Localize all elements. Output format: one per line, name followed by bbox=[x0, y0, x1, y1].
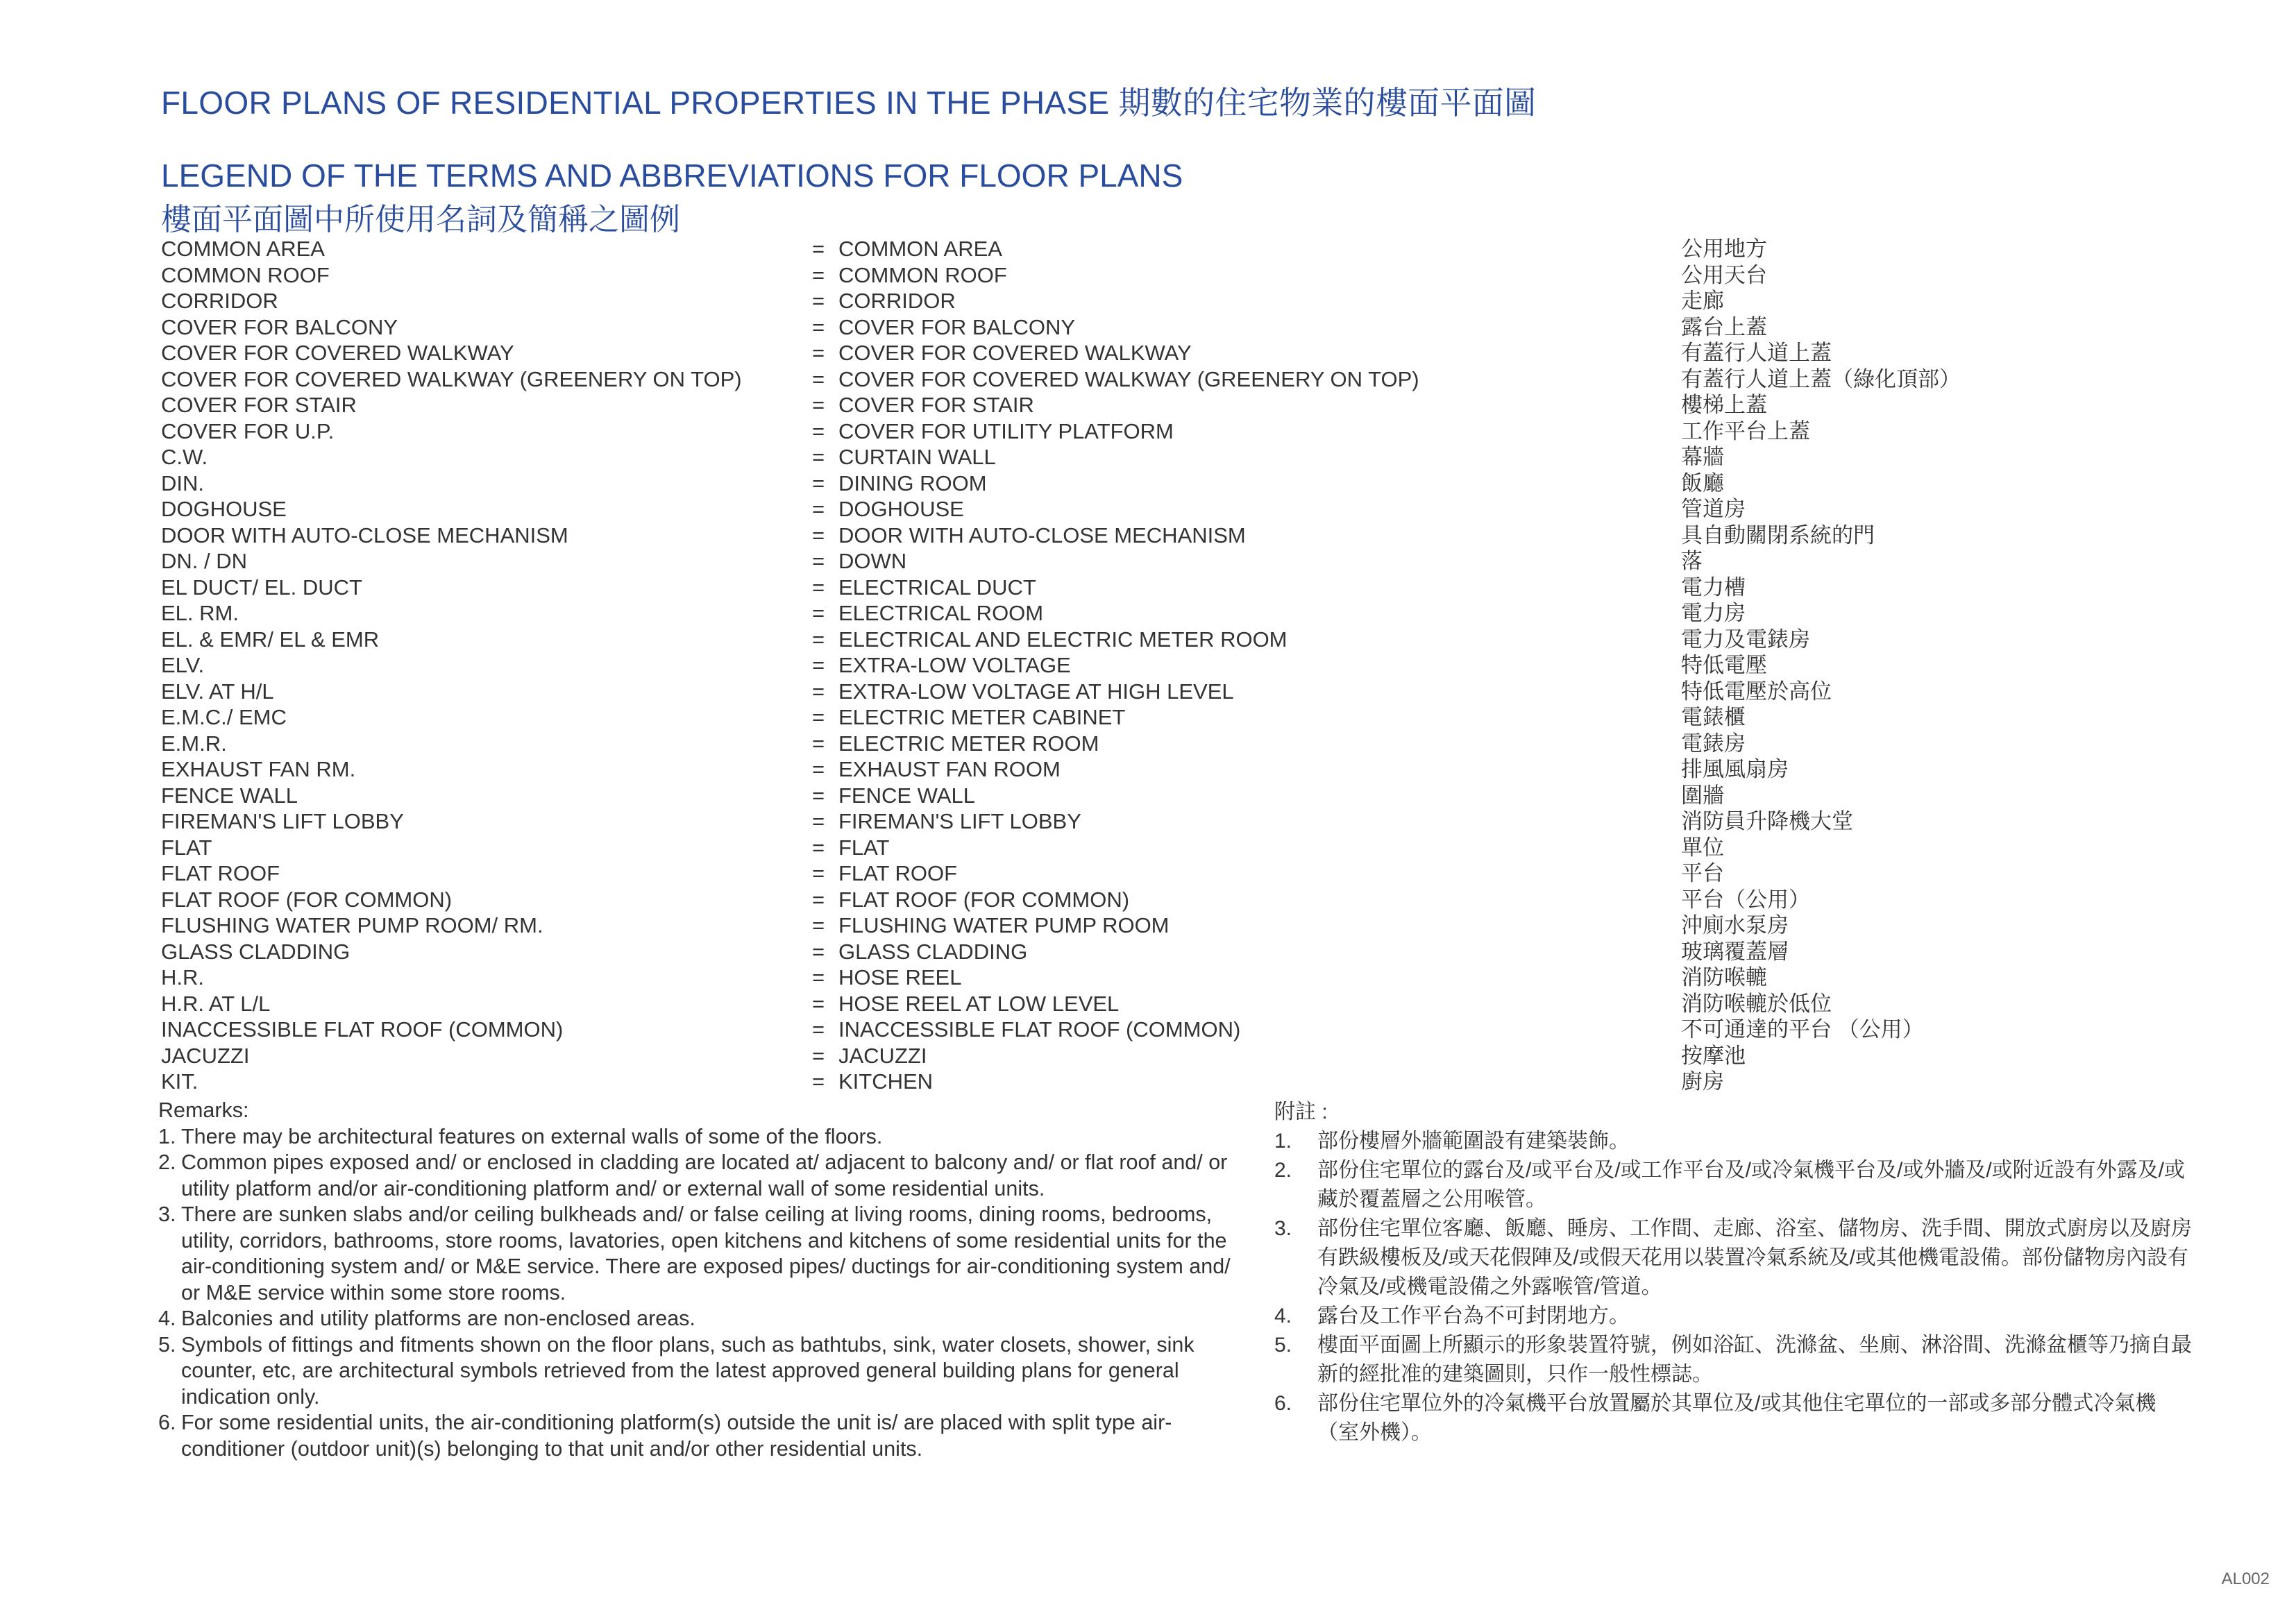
remark-zh-item-text: 露台及工作平台為不可封閉地方。 bbox=[1317, 1305, 1630, 1327]
legend-abbr: DN. / DN bbox=[161, 549, 247, 573]
legend-chinese-term: 電力槽 bbox=[1681, 575, 1746, 600]
legend-full-term: HOSE REEL bbox=[838, 965, 962, 989]
legend-chinese-term: 走廊 bbox=[1681, 289, 1724, 313]
legend-row bbox=[0, 965, 2296, 991]
legend-row bbox=[0, 548, 2296, 575]
legend-equals: = bbox=[812, 522, 825, 547]
remark-en-item bbox=[158, 1202, 1255, 1306]
legend-abbr: FLAT bbox=[161, 835, 212, 860]
legend-full-term: ELECTRICAL AND ELECTRIC METER ROOM bbox=[838, 627, 1288, 652]
legend-full-term: COVER FOR STAIR bbox=[838, 393, 1034, 417]
legend-abbr: FLUSHING WATER PUMP ROOM/ RM. bbox=[161, 913, 543, 937]
legend-abbr: EL. RM. bbox=[161, 601, 239, 625]
page-code: AL002 bbox=[2221, 1570, 2270, 1588]
legend-full-term: EXTRA-LOW VOLTAGE bbox=[838, 653, 1071, 677]
legend-full-term: COVER FOR UTILITY PLATFORM bbox=[838, 418, 1174, 443]
legend-equals: = bbox=[812, 262, 825, 287]
remarks-zh bbox=[1274, 1098, 2197, 1447]
legend-abbr: COMMON AREA bbox=[161, 237, 325, 261]
legend-equals: = bbox=[812, 809, 825, 833]
legend-row bbox=[0, 1043, 2296, 1069]
legend-chinese-term: 按摩池 bbox=[1681, 1043, 1746, 1068]
remark-en-item-text: There are sunken slabs and/or ceiling bulkheads and/ or false ceiling at living rooms, dining rooms, bedrooms, utility, corridors, bathrooms, store rooms, lavatories, open kitchens and kitchens of some residential units for the air-conditioning system and/ or M&E service. There are exposed pipes/ ductings for air-conditioning system and/ or M&E service within some store rooms. bbox=[181, 1203, 1231, 1305]
legend-abbr: ELV. bbox=[161, 653, 205, 677]
legend-row bbox=[0, 522, 2296, 549]
legend-row bbox=[0, 652, 2296, 679]
legend-equals: = bbox=[812, 470, 825, 495]
legend-full-term: ELECTRICAL ROOM bbox=[838, 601, 1044, 625]
legend-abbr: H.R. bbox=[161, 965, 204, 989]
legend-chinese-term: 圍牆 bbox=[1681, 783, 1724, 808]
legend-full-term: COVER FOR BALCONY bbox=[838, 314, 1076, 339]
legend-chinese-term: 幕牆 bbox=[1681, 445, 1724, 469]
legend-full-term: FIREMAN'S LIFT LOBBY bbox=[838, 809, 1081, 833]
legend-equals: = bbox=[812, 366, 825, 391]
legend-equals: = bbox=[812, 237, 825, 261]
legend-full-term: CURTAIN WALL bbox=[838, 445, 996, 469]
legend-abbr: KIT. bbox=[161, 1069, 199, 1094]
legend-full-term: FLAT ROOF bbox=[838, 861, 958, 885]
legend-row bbox=[0, 496, 2296, 522]
legend-row bbox=[0, 704, 2296, 731]
legend-row bbox=[0, 808, 2296, 835]
legend-row bbox=[0, 340, 2296, 366]
legend-abbr: EL. & EMR/ EL & EMR bbox=[161, 627, 380, 652]
legend-abbr: GLASS CLADDING bbox=[161, 939, 351, 964]
remark-zh-item-number: 4. bbox=[1274, 1305, 1292, 1327]
remark-zh-item-text: 部份住宅單位客廳、飯廳、睡房、工作間、走廊、浴室、儲物房、洗手間、開放式廚房以及廚房有跌級樓板及/或天花假陣及/或假天花用以裝置冷氣系統及/或其他機電設備。部份儲物房內設有冷氣及/或機電設備之外露喉管/管道。 bbox=[1317, 1217, 2192, 1298]
legend-abbr: EL DUCT/ EL. DUCT bbox=[161, 575, 362, 600]
legend-chinese-term: 有蓋行人道上蓋 bbox=[1681, 341, 1832, 365]
legend-equals: = bbox=[812, 627, 825, 652]
legend-abbr: COVER FOR COVERED WALKWAY bbox=[161, 341, 514, 365]
legend-abbr: COVER FOR COVERED WALKWAY (GREENERY ON TOP) bbox=[161, 366, 742, 391]
legend-row bbox=[0, 783, 2296, 809]
legend-full-term: ELECTRIC METER CABINET bbox=[838, 705, 1126, 729]
legend-equals: = bbox=[812, 861, 825, 885]
legend-equals: = bbox=[812, 965, 825, 989]
remark-zh-item bbox=[1274, 1302, 2197, 1331]
legend-abbr: INACCESSIBLE FLAT ROOF (COMMON) bbox=[161, 1017, 564, 1042]
remark-en-item-text: For some residential units, the air-conditioning platform(s) outside the unit is/ are placed with split type air-conditioner (outdoor unit)(s) belonging to that unit and/or other residential units. bbox=[181, 1411, 1172, 1461]
legend-abbr: COVER FOR U.P. bbox=[161, 418, 335, 443]
remark-zh-item-number: 3. bbox=[1274, 1217, 1292, 1240]
legend-equals: = bbox=[812, 1017, 825, 1042]
legend-row bbox=[0, 991, 2296, 1017]
remark-zh-item-number: 5. bbox=[1274, 1334, 1292, 1357]
remark-en-item-number: 6. bbox=[158, 1411, 176, 1434]
legend-chinese-term: 電錶櫃 bbox=[1681, 705, 1746, 729]
legend-row bbox=[0, 756, 2296, 783]
remark-en-item-text: Balconies and utility platforms are non-enclosed areas. bbox=[181, 1307, 695, 1330]
legend-full-term: DOWN bbox=[838, 549, 907, 573]
legend-equals: = bbox=[812, 913, 825, 937]
remark-en-item bbox=[158, 1306, 1255, 1332]
legend-equals: = bbox=[812, 783, 825, 808]
legend-equals: = bbox=[812, 679, 825, 704]
legend-title-zh: 樓面平面圖中所使用名詞及簡稱之圖例 bbox=[161, 203, 680, 237]
legend-full-term: FLAT ROOF (FOR COMMON) bbox=[838, 887, 1130, 912]
legend-full-term: INACCESSIBLE FLAT ROOF (COMMON) bbox=[838, 1017, 1241, 1042]
legend-abbr: DOGHOUSE bbox=[161, 497, 287, 521]
legend-full-term: DOOR WITH AUTO-CLOSE MECHANISM bbox=[838, 522, 1246, 547]
remark-en-item-number: 3. bbox=[158, 1203, 176, 1226]
legend-equals: = bbox=[812, 601, 825, 625]
remark-en-item bbox=[158, 1124, 1255, 1150]
legend-equals: = bbox=[812, 314, 825, 339]
legend-chinese-term: 平台（公用） bbox=[1681, 887, 1810, 912]
remark-zh-item-text: 部份住宅單位的露台及/或平台及/或工作平台及/或冷氣機平台及/或外牆及/或附近設有外露及/或藏於覆蓋層之公用喉管。 bbox=[1317, 1159, 2186, 1211]
remark-en-item-text: Symbols of fittings and fitments shown on the floor plans, such as bathtubs, sink, water closets, shower, sink counter, etc, are architectural symbols retrieved from the latest approved general building plans for general indication only. bbox=[181, 1332, 1195, 1409]
legend-full-term: HOSE REEL AT LOW LEVEL bbox=[838, 991, 1120, 1016]
remark-zh-item-number: 1. bbox=[1274, 1130, 1292, 1153]
legend-full-term: COMMON ROOF bbox=[838, 262, 1007, 287]
legend-row bbox=[0, 627, 2296, 653]
remark-en-item-number: 2. bbox=[158, 1150, 176, 1174]
legend-equals: = bbox=[812, 887, 825, 912]
legend-chinese-term: 落 bbox=[1681, 549, 1703, 573]
legend-row bbox=[0, 939, 2296, 965]
legend-row bbox=[0, 887, 2296, 913]
legend-equals: = bbox=[812, 991, 825, 1016]
legend-row bbox=[0, 366, 2296, 393]
legend-chinese-term: 飯廳 bbox=[1681, 470, 1724, 495]
legend-abbr: COVER FOR BALCONY bbox=[161, 314, 398, 339]
remark-zh-item-text: 部份住宅單位外的冷氣機平台放置屬於其單位及/或其他住宅單位的一部或多部分體式冷氣機（室外機）。 bbox=[1317, 1392, 2156, 1444]
legend-equals: = bbox=[812, 497, 825, 521]
legend-equals: = bbox=[812, 445, 825, 469]
remark-zh-item bbox=[1274, 1331, 2197, 1389]
legend-equals: = bbox=[812, 393, 825, 417]
legend-abbr: CORRIDOR bbox=[161, 289, 278, 313]
legend-abbr: DOOR WITH AUTO-CLOSE MECHANISM bbox=[161, 522, 568, 547]
legend-equals: = bbox=[812, 757, 825, 781]
legend-title-en: LEGEND OF THE TERMS AND ABBREVIATIONS FOR FLOOR PLANS bbox=[161, 158, 1183, 194]
legend-chinese-term: 排風風扇房 bbox=[1681, 757, 1789, 781]
legend-row bbox=[0, 679, 2296, 705]
legend-row bbox=[0, 470, 2296, 497]
legend-abbr: JACUZZI bbox=[161, 1043, 250, 1068]
legend-full-term: EXTRA-LOW VOLTAGE AT HIGH LEVEL bbox=[838, 679, 1234, 704]
legend-full-term: COVER FOR COVERED WALKWAY bbox=[838, 341, 1192, 365]
legend-abbr: FLAT ROOF (FOR COMMON) bbox=[161, 887, 453, 912]
legend-row bbox=[0, 575, 2296, 601]
legend-abbr: EXHAUST FAN RM. bbox=[161, 757, 356, 781]
remark-zh-item-number: 2. bbox=[1274, 1159, 1292, 1182]
remark-zh-item bbox=[1274, 1127, 2197, 1156]
legend-abbr: E.M.R. bbox=[161, 731, 227, 756]
legend-equals: = bbox=[812, 575, 825, 600]
legend-chinese-term: 平台 bbox=[1681, 861, 1724, 885]
remark-zh-item bbox=[1274, 1389, 2197, 1447]
legend-abbr: ELV. AT H/L bbox=[161, 679, 274, 704]
legend-abbr: H.R. AT L/L bbox=[161, 991, 271, 1016]
legend-row bbox=[0, 418, 2296, 445]
legend-equals: = bbox=[812, 731, 825, 756]
legend-equals: = bbox=[812, 1069, 825, 1094]
legend-chinese-term: 不可通達的平台 （公用） bbox=[1681, 1017, 1924, 1042]
legend-row bbox=[0, 860, 2296, 887]
legend-equals: = bbox=[812, 835, 825, 860]
legend-chinese-term: 露台上蓋 bbox=[1681, 314, 1767, 339]
legend-row bbox=[0, 262, 2296, 289]
remarks-zh-heading: 附註 : bbox=[1274, 1101, 1328, 1123]
legend-row bbox=[0, 288, 2296, 314]
remark-en-item bbox=[158, 1150, 1255, 1202]
legend-chinese-term: 沖廁水泵房 bbox=[1681, 913, 1789, 937]
legend-full-term: COVER FOR COVERED WALKWAY (GREENERY ON TOP) bbox=[838, 366, 1419, 391]
legend-abbr: COMMON ROOF bbox=[161, 262, 330, 287]
legend-chinese-term: 特低電壓 bbox=[1681, 653, 1767, 677]
legend-row bbox=[0, 392, 2296, 418]
remark-en-item bbox=[158, 1332, 1255, 1411]
legend-chinese-term: 消防員升降機大堂 bbox=[1681, 809, 1853, 833]
remark-en-item-number: 1. bbox=[158, 1124, 176, 1148]
legend-full-term: ELECTRICAL DUCT bbox=[838, 575, 1036, 600]
legend-full-term: DINING ROOM bbox=[838, 470, 987, 495]
legend-chinese-term: 消防喉轆於低位 bbox=[1681, 991, 1832, 1016]
legend-chinese-term: 樓梯上蓋 bbox=[1681, 393, 1767, 417]
remark-en-item bbox=[158, 1410, 1255, 1462]
legend-full-term: GLASS CLADDING bbox=[838, 939, 1028, 964]
legend-abbr: FLAT ROOF bbox=[161, 861, 280, 885]
legend-chinese-term: 玻璃覆蓋層 bbox=[1681, 939, 1789, 964]
legend-equals: = bbox=[812, 341, 825, 365]
legend-abbr: DIN. bbox=[161, 470, 204, 495]
legend-chinese-term: 工作平台上蓋 bbox=[1681, 418, 1810, 443]
legend-full-term: ELECTRIC METER ROOM bbox=[838, 731, 1099, 756]
legend-full-term: DOGHOUSE bbox=[838, 497, 964, 521]
legend-equals: = bbox=[812, 705, 825, 729]
legend-chinese-term: 電錶房 bbox=[1681, 731, 1746, 756]
legend-full-term: KITCHEN bbox=[838, 1069, 934, 1094]
legend-full-term: FENCE WALL bbox=[838, 783, 975, 808]
legend-chinese-term: 管道房 bbox=[1681, 497, 1746, 521]
legend-equals: = bbox=[812, 418, 825, 443]
legend-abbr: FENCE WALL bbox=[161, 783, 298, 808]
remark-zh-item bbox=[1274, 1214, 2197, 1302]
remark-zh-item-text: 部份樓層外牆範圍設有建築裝飾。 bbox=[1317, 1130, 1630, 1153]
legend-row bbox=[0, 600, 2296, 627]
remark-en-item-text: Common pipes exposed and/ or enclosed in cladding are located at/ adjacent to balcony and/ or flat roof and/ or utility platform and/or air-conditioning platform and/ or external wall of some residential units. bbox=[181, 1150, 1228, 1200]
legend-equals: = bbox=[812, 549, 825, 573]
remark-en-item-text: There may be architectural features on external walls of some of the floors. bbox=[181, 1124, 883, 1148]
legend-chinese-term: 公用地方 bbox=[1681, 237, 1767, 261]
legend-equals: = bbox=[812, 1043, 825, 1068]
page-title: FLOOR PLANS OF RESIDENTIAL PROPERTIES IN THE PHASE 期數的住宅物業的樓面平面圖 bbox=[161, 85, 1537, 121]
legend-chinese-term: 特低電壓於高位 bbox=[1681, 679, 1832, 704]
remark-en-item-number: 4. bbox=[158, 1307, 176, 1330]
legend-equals: = bbox=[812, 653, 825, 677]
legend-row bbox=[0, 1069, 2296, 1095]
legend-abbr: COVER FOR STAIR bbox=[161, 393, 357, 417]
legend-row bbox=[0, 236, 2296, 262]
legend-row bbox=[0, 1017, 2296, 1043]
remarks-en bbox=[158, 1098, 1255, 1462]
legend-full-term: FLAT bbox=[838, 835, 890, 860]
legend-row bbox=[0, 835, 2296, 861]
legend-abbr: E.M.C./ EMC bbox=[161, 705, 287, 729]
legend-abbr: FIREMAN'S LIFT LOBBY bbox=[161, 809, 404, 833]
legend-chinese-term: 廚房 bbox=[1681, 1069, 1724, 1094]
legend-chinese-term: 電力房 bbox=[1681, 601, 1746, 625]
legend-row bbox=[0, 731, 2296, 757]
legend-chinese-term: 具自動關閉系統的門 bbox=[1681, 522, 1875, 547]
legend-chinese-term: 單位 bbox=[1681, 835, 1724, 860]
legend-abbr: C.W. bbox=[161, 445, 208, 469]
remark-zh-item-text: 樓面平面圖上所顯示的形象裝置符號，例如浴缸、洗滌盆、坐廁、淋浴間、洗滌盆櫃等乃摘自最新的經批准的建築圖則，只作一般性標誌。 bbox=[1317, 1334, 2192, 1386]
legend-chinese-term: 消防喉轆 bbox=[1681, 965, 1767, 989]
legend-row bbox=[0, 912, 2296, 939]
remark-zh-item bbox=[1274, 1156, 2197, 1214]
remark-en-item-number: 5. bbox=[158, 1332, 176, 1357]
legend-row bbox=[0, 314, 2296, 341]
legend-full-term: FLUSHING WATER PUMP ROOM bbox=[838, 913, 1170, 937]
legend-chinese-term: 公用天台 bbox=[1681, 262, 1767, 287]
legend-equals: = bbox=[812, 939, 825, 964]
legend-full-term: CORRIDOR bbox=[838, 289, 956, 313]
legend-equals: = bbox=[812, 289, 825, 313]
legend-table bbox=[0, 236, 2296, 1095]
legend-full-term: JACUZZI bbox=[838, 1043, 927, 1068]
remarks-en-heading: Remarks: bbox=[158, 1098, 249, 1122]
legend-full-term: COMMON AREA bbox=[838, 237, 1002, 261]
legend-chinese-term: 有蓋行人道上蓋（綠化頂部） bbox=[1681, 366, 1961, 391]
legend-full-term: EXHAUST FAN ROOM bbox=[838, 757, 1061, 781]
remark-zh-item-number: 6. bbox=[1274, 1392, 1292, 1415]
legend-row bbox=[0, 444, 2296, 470]
legend-chinese-term: 電力及電錶房 bbox=[1681, 627, 1810, 652]
